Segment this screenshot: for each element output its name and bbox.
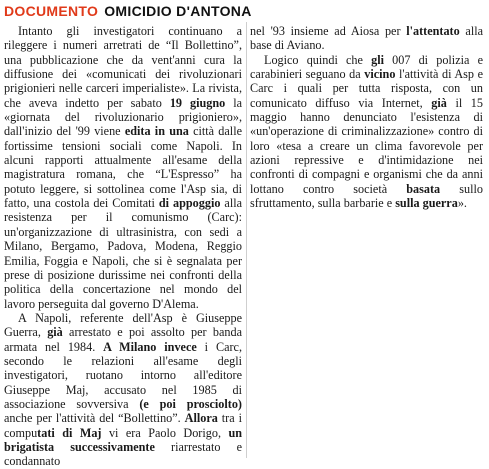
paragraph (4, 311, 242, 469)
bold-text: già (431, 95, 447, 110)
bold-text: basata (406, 181, 441, 196)
bold-text: l'attentato (406, 24, 460, 38)
text-run: vi era Paolo Dorigo, (101, 425, 229, 440)
section-kicker: DOCUMENTO (4, 3, 99, 19)
text-run: alla base di Aviano. (250, 24, 483, 53)
text-run: alla resistenza per il comunismo (Carc): un'organizzazione di ultrasinistra, con sedi a Milano, Bergamo, Padova, Modena, Reggio Emilia, Foggia e Napoli, che si è segnalata per prese di posizione durissime nei confronti della politica della concertazione nel mondo del lavoro perseguita dal governo D'Alema. (4, 196, 242, 311)
text-run: i Carc, secondo le relazioni all'esame degli investigatori, ruotano intorno all'editore Giuseppe Maj, accusato nel 1985 di associazione sovversiva (4, 339, 242, 411)
text-run: città dalle fortissime tensioni sociali come Napoli. In alcuni rapporti attualmente all'esame della magistratura romana, che “L'Espresso” ha potuto leggere, si sottolinea come l'Asp sia, di fatto, una costola dei Comitati (4, 124, 242, 211)
paragraph (4, 24, 242, 311)
bold-text: gli (371, 52, 384, 67)
bold-text: sulla guerra (395, 196, 458, 211)
text-run: 007 di polizia e carabinieri seguano da (250, 52, 483, 82)
bold-text: vicino (364, 67, 396, 82)
bold-text: A Milano invece (103, 339, 197, 354)
text-run: la «giornata del rivoluzionario prigioniero», dall'inizio del '99 viene (4, 95, 243, 139)
bold-text: un brigatista successivamente (4, 425, 242, 454)
headline (4, 2, 252, 20)
text-run: anche per l'attività del “Bollettino”. (4, 411, 185, 426)
bold-text: tati di Maj (37, 425, 102, 440)
text-run: l'attività di Asp e Carc i quali per tutta risposta, con un comunicato diffuso via Internet, (250, 67, 483, 110)
text-run: sullo sfruttamento, sulla barbarie e (250, 181, 484, 211)
text-run: Logico quindi che (264, 52, 372, 67)
paragraph (250, 53, 483, 211)
text-run: Intanto gli investigatori continuano a rileggere i numeri arretrati de “Il Bollettino”, una pubblicazione che da vent'anni cura la diffusione dei «comunicati dei rivoluzionari prigionieri nelle carceri imperialiste». La rivista, che aveva indetto per sabato (4, 24, 242, 110)
paragraph (250, 24, 483, 53)
article-title: OMICIDIO D'ANTONA (104, 3, 252, 19)
bold-text: già (47, 325, 63, 340)
left-column (4, 24, 242, 469)
text-run: il 15 maggio hanno denunciato l'esistenza di «un'operazione di criminalizzazione» contro di loro «tesa a creare un clima favorevole per azioni repressive e d'intimidazione nei confronti di compagni e organismi che da anni lottano contro società (250, 95, 483, 196)
bold-text: di appoggio (158, 196, 221, 211)
text-run: nel '93 insieme ad Aiosa per (250, 24, 407, 38)
column-divider (246, 22, 247, 458)
text-run: riarrestato e condannato (4, 439, 242, 469)
text-run: ». (457, 196, 467, 211)
right-column (250, 24, 483, 210)
bold-text: (e poi prosciolto) (139, 396, 242, 411)
text-run: arrestato e poi assolto per banda armata nel 1984. (4, 325, 242, 354)
bold-text: Allora (184, 411, 218, 426)
text-run: tra i compu (4, 411, 242, 440)
bold-text: 19 giugno (169, 95, 226, 110)
bold-text: edita in una (124, 124, 189, 139)
text-run: A Napoli, referente dell'Asp è Giuseppe Guerra, (4, 310, 242, 340)
